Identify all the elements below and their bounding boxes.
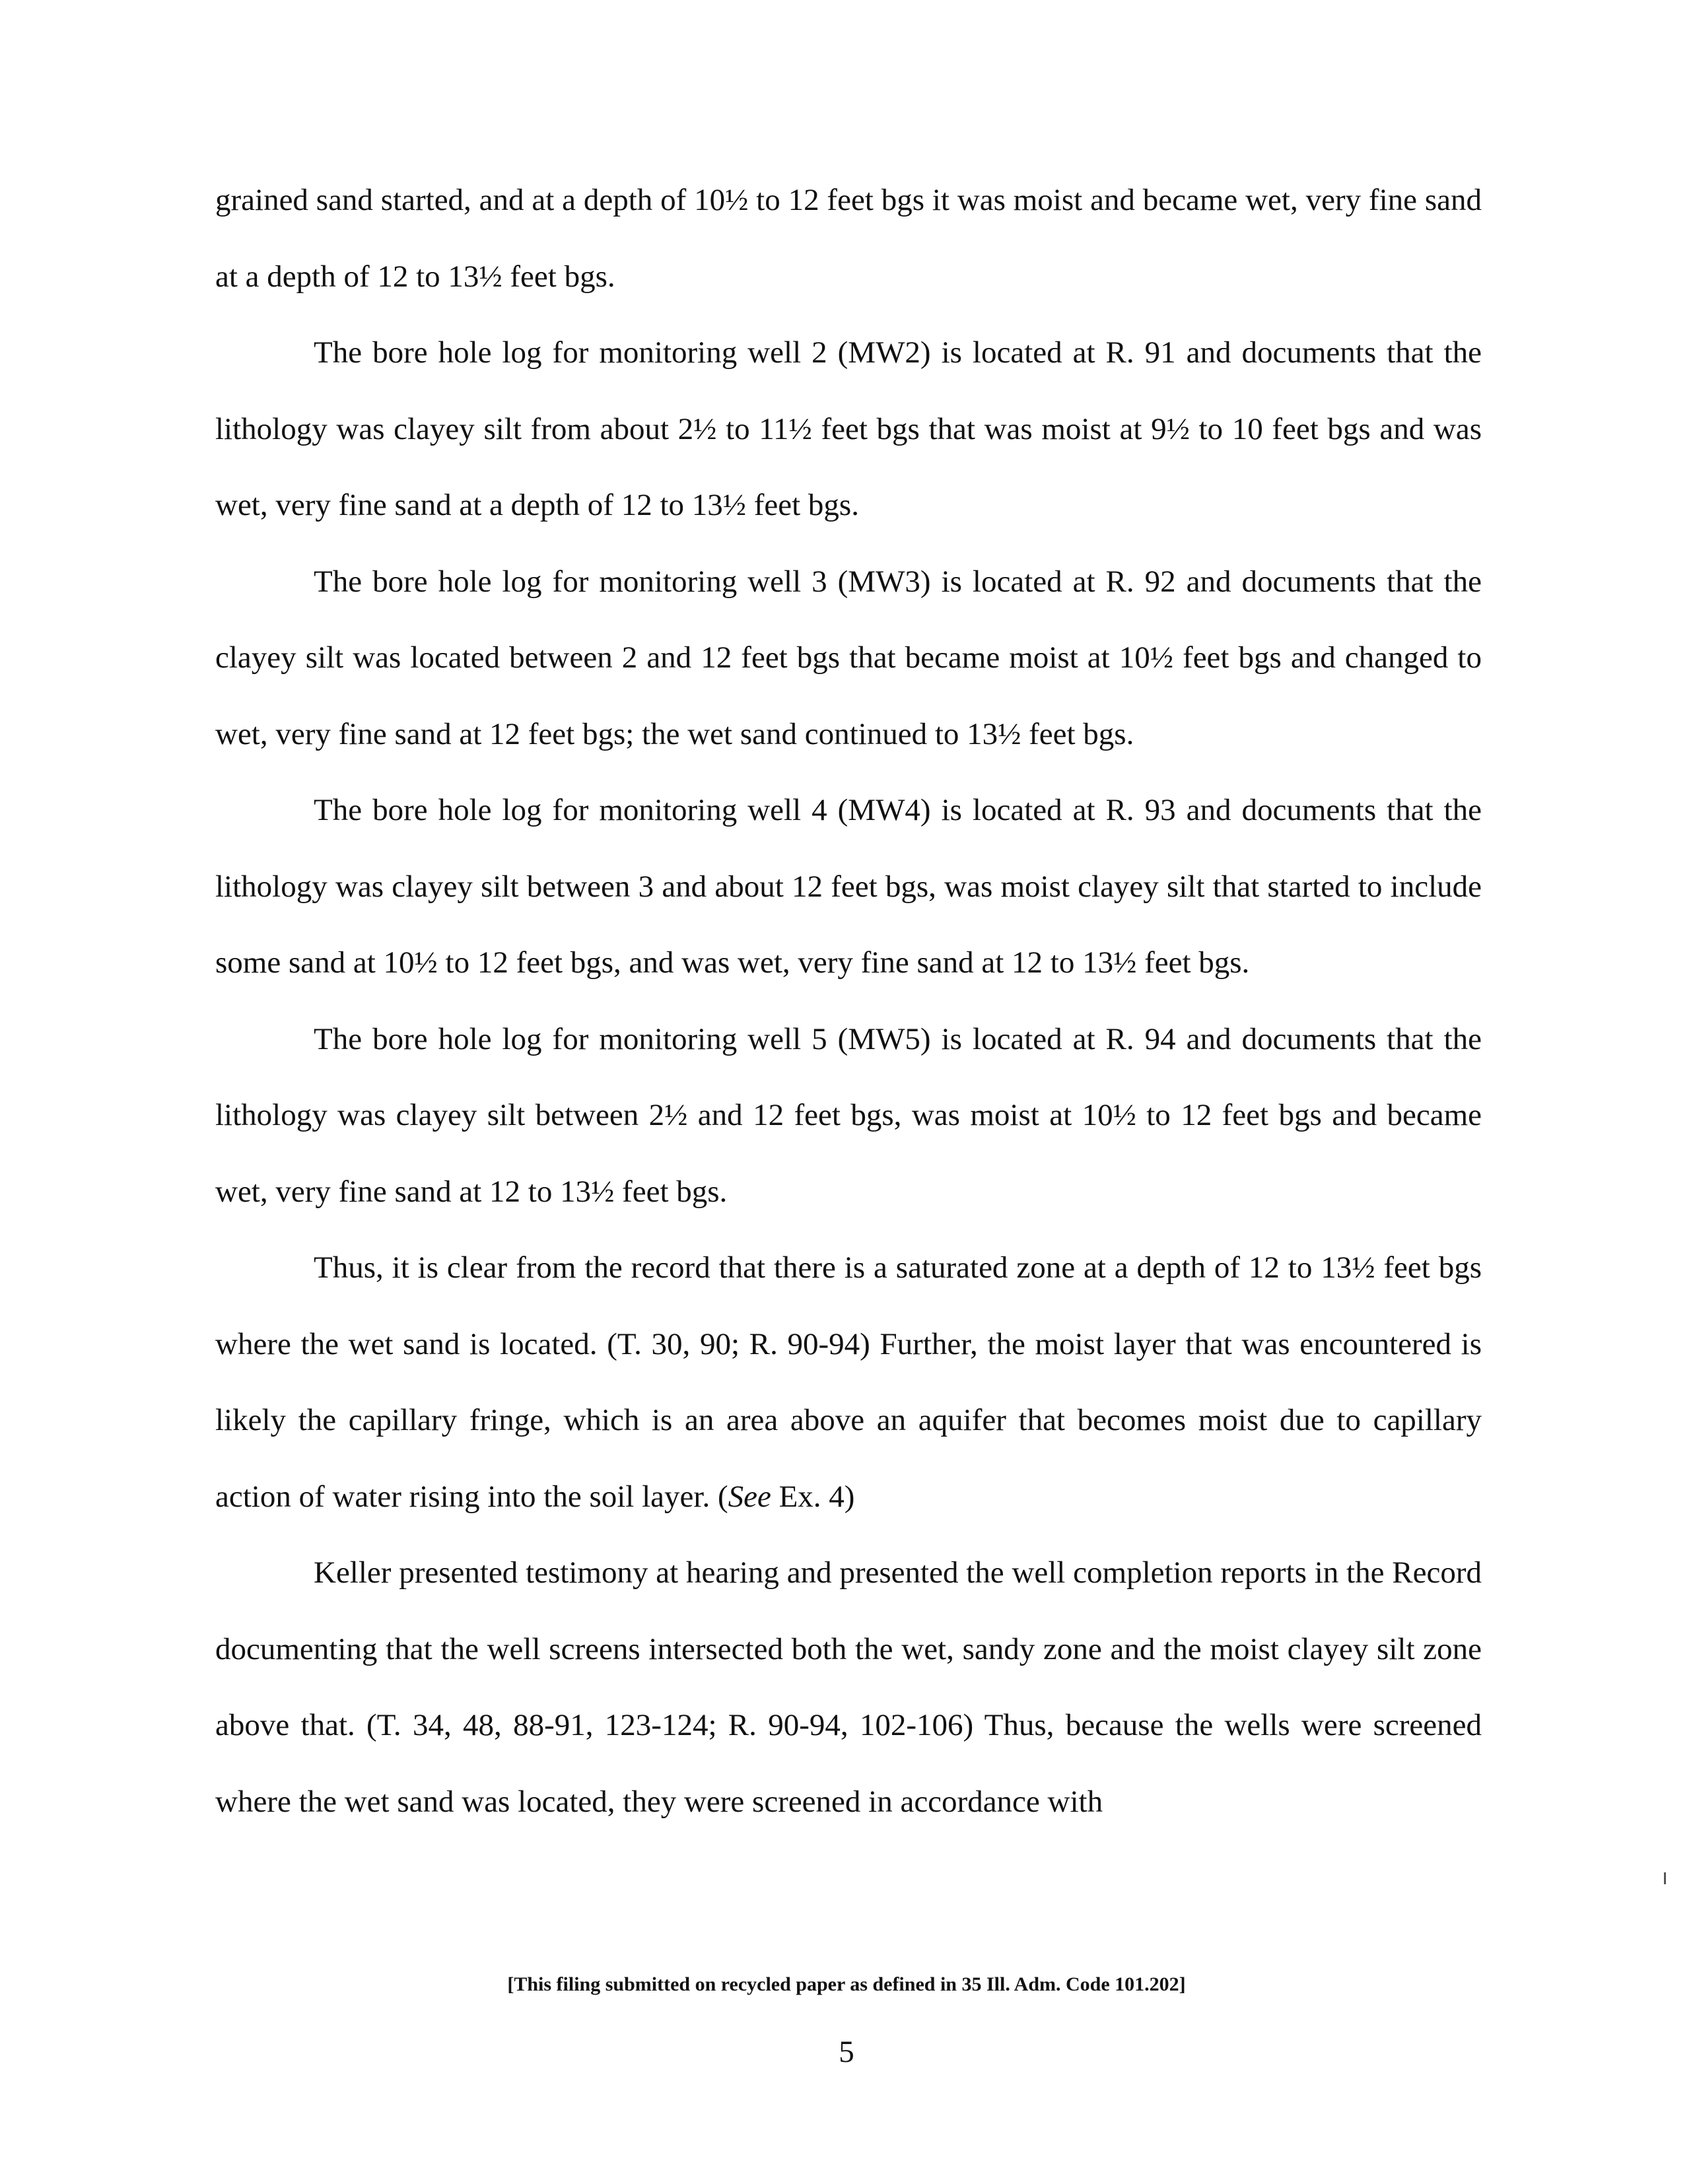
paragraph-saturated-zone xyxy=(215,1230,1482,1535)
margin-mark xyxy=(1664,1872,1666,1884)
paragraph-mw4: The bore hole log for monitoring well 4 (MW4) is located at R. 93 and documents that the lithology was clayey silt between 3 and about 12 feet bgs, was moist clayey silt that started to include some sand at 10½ to 12 feet bgs, and was wet, very fine sand at 12 to 13½ feet bgs. xyxy=(215,793,1482,980)
page-number: 5 xyxy=(839,2035,854,2069)
paragraph-mw3: The bore hole log for monitoring well 3 (MW3) is located at R. 92 and documents that the clayey silt was located between 2 and 12 feet bgs that became moist at 10½ feet bgs and changed to wet, very fine sand at 12 feet bgs; the wet sand continued to 13½ feet bgs. xyxy=(215,564,1482,751)
paragraph-mw5: The bore hole log for monitoring well 5 (MW5) is located at R. 94 and documents that the lithology was clayey silt between 2½ and 12 feet bgs, was moist at 10½ to 12 feet bgs and became wet, very fine sand at 12 to 13½ feet bgs. xyxy=(215,1021,1482,1209)
paragraph-saturated-zone-text: Thus, it is clear from the record that there is a saturated zone at a depth of 12 to 13½ feet bgs where the wet sand is located. (T. 30, 90; R. 90-94) Further, the moist layer that was encountered is likely the capillary fringe, which is an area above an aquifer that becomes moist due to capillary action of water rising into the soil layer. ( xyxy=(215,1250,1482,1514)
citation-signal: See xyxy=(728,1479,771,1514)
body-text xyxy=(215,162,1482,1840)
paragraph-saturated-zone-citation: Ex. 4) xyxy=(771,1479,855,1514)
paragraph-continuation: grained sand started, and at a depth of 10½ to 12 feet bgs it was moist and became wet, very fine sand at a depth of 12 to 13½ feet bgs. xyxy=(215,183,1482,294)
paragraph-keller-testimony: Keller presented testimony at hearing and presented the well completion reports in the Record documenting that the well screens intersected both the wet, sandy zone and the moist clayey silt zone above that. (T. 34, 48, 88-91, 123-124; R. 90-94, 102-106) Thus, because the wells were screened where the wet sand was located, they were screened in accordance with xyxy=(215,1555,1482,1819)
recycled-paper-footer: [This filing submitted on recycled paper as defined in 35 Ill. Adm. Code 101.202] xyxy=(507,1973,1186,1995)
paragraph-mw2: The bore hole log for monitoring well 2 (MW2) is located at R. 91 and documents that the lithology was clayey silt from about 2½ to 11½ feet bgs that was moist at 9½ to 10 feet bgs and was wet, very fine sand at a depth of 12 to 13½ feet bgs. xyxy=(215,335,1482,522)
